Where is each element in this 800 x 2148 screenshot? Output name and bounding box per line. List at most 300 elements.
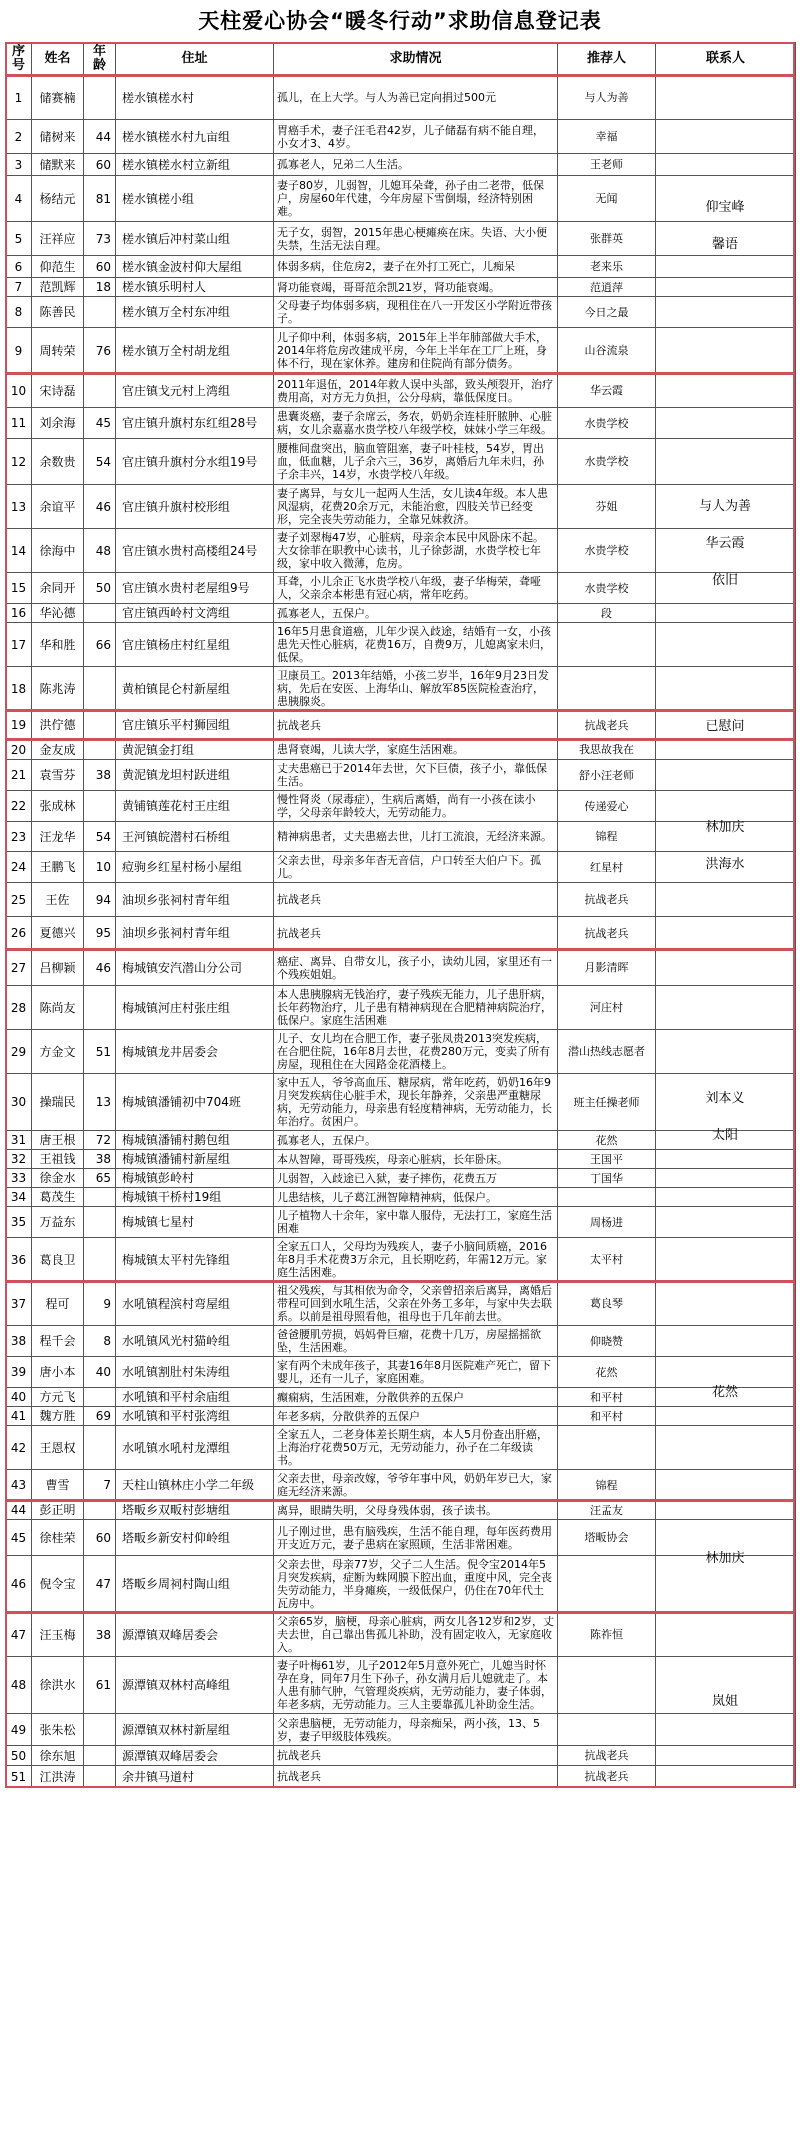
cell-no: 46: [6, 1556, 32, 1613]
cell-name: 徐桂荣: [32, 1520, 84, 1556]
cell-situation: 癌症、离异、自带女儿，孩子小，读幼儿园，家里还有一个残疾姐姐。: [274, 950, 558, 986]
cell-contact: [656, 120, 796, 154]
cell-no: 45: [6, 1520, 32, 1556]
cell-recommender: 无闻: [558, 176, 656, 222]
table-row: [6, 439, 796, 485]
registration-table: [5, 42, 796, 1788]
cell-address: 塔畈乡周祠村陶山组: [116, 1556, 274, 1613]
cell-name: 江洪涛: [32, 1766, 84, 1788]
cell-no: 29: [6, 1030, 32, 1074]
table-row: [6, 1150, 796, 1169]
cell-recommender: 水贵学校: [558, 529, 656, 573]
table-row: [6, 1388, 796, 1407]
cell-address: 槎水镇乐明村人: [116, 278, 274, 297]
cell-situation: 腰椎间盘突出，脑血管阻塞，妻子叶桂枝，54岁，胃出血，低血糖，儿子余六三，36岁，离婚后九年未归，孙子余丰兴，14岁，水贵学校八年级。: [274, 439, 558, 485]
cell-situation: 抗战老兵: [274, 917, 558, 950]
cell-situation: 儿弱智，入歧途已入狱，妻子摔伤，花费五万: [274, 1169, 558, 1188]
cell-recommender: [558, 1657, 656, 1714]
cell-recommender: 老来乐: [558, 256, 656, 278]
cell-situation: 祖父残疾，与其相依为命令，父亲曾招亲后离异，离婚后带程可回到水吼生活，父亲在外务工多年，与家中失去联系。以前是祖母照看他，祖母也于几年前去世。: [274, 1282, 558, 1326]
cell-age: 45: [84, 408, 116, 439]
cell-age: 73: [84, 222, 116, 256]
contact-name: 刘本义: [705, 1091, 745, 1106]
cell-no: 40: [6, 1388, 32, 1407]
table-row: [6, 1074, 796, 1131]
cell-contact: [656, 883, 796, 917]
cell-age: 66: [84, 623, 116, 667]
contact-name: 林加庆: [705, 820, 745, 835]
cell-situation: 无子女，弱智，2015年患心梗瘫痪在床。失语、大小便失禁，生活无法自理。: [274, 222, 558, 256]
cell-age: 76: [84, 328, 116, 374]
table-row: [6, 1326, 796, 1357]
cell-situation: 离异，眼睛失明，父母身残体弱，孩子读书。: [274, 1501, 558, 1520]
cell-situation: 抗战老兵: [274, 883, 558, 917]
cell-address: 槎水镇槎水村立新组: [116, 154, 274, 176]
table-row: [6, 1520, 796, 1556]
cell-age: 46: [84, 485, 116, 529]
header-no: 序号: [6, 43, 32, 76]
cell-age: 7: [84, 1470, 116, 1501]
table-row: [6, 76, 796, 120]
header-contact: 联系人: [656, 43, 796, 76]
registration-table-container: [5, 42, 795, 1788]
table-row: [6, 1556, 796, 1613]
cell-contact: [656, 1388, 796, 1407]
cell-age: [84, 76, 116, 120]
cell-age: 46: [84, 950, 116, 986]
contact-name: 已慰问: [705, 719, 745, 734]
cell-recommender: [558, 667, 656, 711]
cell-situation: 孤寡老人，五保户。: [274, 604, 558, 623]
cell-situation: 丈夫患癌已于2014年去世，欠下巨债，孩子小，靠低保生活。: [274, 760, 558, 791]
cell-address: 官庄镇升旗村分水组19号: [116, 439, 274, 485]
cell-age: 72: [84, 1131, 116, 1150]
cell-contact: [656, 1714, 796, 1746]
table-row: [6, 1207, 796, 1238]
cell-recommender: 今日之最: [558, 297, 656, 328]
cell-name: 曹雪: [32, 1470, 84, 1501]
cell-recommender: 水贵学校: [558, 573, 656, 604]
cell-age: [84, 604, 116, 623]
cell-recommender: [558, 623, 656, 667]
cell-age: 54: [84, 439, 116, 485]
cell-recommender: 班主任操老师: [558, 1074, 656, 1131]
table-row: [6, 1407, 796, 1426]
cell-address: 梅城镇潘铺初中704班: [116, 1074, 274, 1131]
cell-contact: [656, 278, 796, 297]
cell-recommender: [558, 1556, 656, 1613]
cell-age: 40: [84, 1357, 116, 1388]
table-row: [6, 1501, 796, 1520]
cell-situation: 本人患胰腺病无钱治疗，妻子残疾无能力，儿子患肝病，长年药物治疗，儿子患有精神病现在合肥精神病院治疗，低保户。家庭生活困难: [274, 986, 558, 1030]
cell-address: 源潭镇双峰居委会: [116, 1746, 274, 1766]
cell-situation: 儿子刚过世，患有脑残疾，生活不能自理，每年医药费用开支近万元，妻子患病在家照顾，生活非常困难。: [274, 1520, 558, 1556]
cell-situation: 精神病患者，丈夫患癌去世，儿打工流浪，无经济来源。: [274, 822, 558, 852]
cell-no: 3: [6, 154, 32, 176]
cell-address: 槎水镇金波村仰大屋组: [116, 256, 274, 278]
cell-situation: 儿子植物人十余年，家中靠人服侍，无法打工，家庭生活困难: [274, 1207, 558, 1238]
cell-recommender: 山谷流泉: [558, 328, 656, 374]
cell-address: 梅城镇潘铺村新屋组: [116, 1150, 274, 1169]
cell-recommender: 锦程: [558, 1470, 656, 1501]
cell-address: 梅城镇七星村: [116, 1207, 274, 1238]
cell-address: 水吼镇水吼村龙潭组: [116, 1426, 274, 1470]
cell-name: 葛茂生: [32, 1188, 84, 1207]
cell-contact: [656, 1407, 796, 1426]
header-recommender: 推荐人: [558, 43, 656, 76]
cell-contact: [656, 950, 796, 986]
cell-name: 徐海中: [32, 529, 84, 573]
cell-contact: [656, 529, 796, 573]
cell-contact: [656, 1282, 796, 1326]
table-row: [6, 986, 796, 1030]
cell-age: 81: [84, 176, 116, 222]
table-row: [6, 1169, 796, 1188]
cell-recommender: 与人为善: [558, 76, 656, 120]
table-row: [6, 529, 796, 573]
cell-situation: 患囊炎癌，妻子余席云，务农，奶奶余连桂肝脓肿、心脏病，女儿余嘉嘉水贵学校八年级学校，妹妹小学三年级。: [274, 408, 558, 439]
cell-situation: 妻子刘翠梅47岁，心脏病，母亲余本民中风卧床不起。大女徐菲在职教中心读书，儿子徐彭湖，水贵学校七年级，家中收入微薄，危房。: [274, 529, 558, 573]
cell-situation: 耳聋，小儿余正飞水贵学校八年级，妻子华梅荣，聋哑人，父亲余本彬患有冠心病，常年吃药。: [274, 573, 558, 604]
cell-contact: [656, 328, 796, 374]
cell-name: 华和胜: [32, 623, 84, 667]
cell-age: 38: [84, 760, 116, 791]
cell-no: 13: [6, 485, 32, 529]
cell-address: 官庄镇戈元村上湾组: [116, 374, 274, 408]
cell-no: 20: [6, 740, 32, 760]
cell-name: 杨结元: [32, 176, 84, 222]
cell-address: 官庄镇升旗村东红组28号: [116, 408, 274, 439]
cell-situation: 妻子80岁，儿弱智，儿媳耳朵聋，孙子由二老带，低保户，房屋60年代建，今年房屋下雪倒塌，经济特别困难。: [274, 176, 558, 222]
cell-contact: [656, 1150, 796, 1169]
cell-no: 41: [6, 1407, 32, 1426]
cell-contact: [656, 408, 796, 439]
cell-name: 唐王根: [32, 1131, 84, 1150]
cell-contact: [656, 1470, 796, 1501]
cell-name: 宋诗磊: [32, 374, 84, 408]
cell-age: 69: [84, 1407, 116, 1426]
cell-no: 17: [6, 623, 32, 667]
cell-address: 官庄镇西岭村文湾组: [116, 604, 274, 623]
cell-age: [84, 1426, 116, 1470]
cell-address: 槎水镇万全村东冲组: [116, 297, 274, 328]
cell-no: 16: [6, 604, 32, 623]
cell-age: [84, 1207, 116, 1238]
cell-recommender: 和平村: [558, 1407, 656, 1426]
cell-contact: [656, 760, 796, 791]
cell-situation: 全家五人，二老身体差长期生病，本人5月份查出肝癌，上海治疗花费50万元，无劳动能力，孙子在二年级读书。: [274, 1426, 558, 1470]
cell-name: 王佐: [32, 883, 84, 917]
cell-recommender: 月影清晖: [558, 950, 656, 986]
cell-name: 范凯辉: [32, 278, 84, 297]
cell-recommender: 红星村: [558, 852, 656, 883]
cell-no: 14: [6, 529, 32, 573]
cell-contact: [656, 1357, 796, 1388]
cell-age: [84, 1388, 116, 1407]
cell-recommender: 丁国华: [558, 1169, 656, 1188]
cell-no: 28: [6, 986, 32, 1030]
cell-situation: 癫痫病，生活困难，分散供养的五保户: [274, 1388, 558, 1407]
cell-recommender: 段: [558, 604, 656, 623]
cell-no: 30: [6, 1074, 32, 1131]
contact-name: 岚姐: [711, 1694, 738, 1709]
cell-name: 倪令宝: [32, 1556, 84, 1613]
cell-no: 21: [6, 760, 32, 791]
cell-name: 王鹏飞: [32, 852, 84, 883]
table-row: [6, 1613, 796, 1657]
cell-recommender: 水贵学校: [558, 408, 656, 439]
cell-situation: 胃癌手术，妻子汪毛君42岁，儿子储磊有病不能自理，小女才3、4岁。: [274, 120, 558, 154]
table-row: [6, 408, 796, 439]
cell-name: 葛良卫: [32, 1238, 84, 1282]
cell-age: 50: [84, 573, 116, 604]
table-row: [6, 822, 796, 852]
cell-recommender: 葛良琴: [558, 1282, 656, 1326]
cell-situation: 肾功能衰竭，哥哥范余凯21岁，肾功能衰竭。: [274, 278, 558, 297]
cell-age: [84, 986, 116, 1030]
cell-age: 95: [84, 917, 116, 950]
cell-address: 源潭镇双林村高峰组: [116, 1657, 274, 1714]
cell-age: 47: [84, 1556, 116, 1613]
cell-no: 26: [6, 917, 32, 950]
cell-contact: [656, 1766, 796, 1788]
table-row: [6, 1766, 796, 1788]
cell-recommender: 抗战老兵: [558, 1766, 656, 1788]
table-row: [6, 623, 796, 667]
cell-address: 水吼镇风光村猫岭组: [116, 1326, 274, 1357]
cell-contact: [656, 1556, 796, 1613]
cell-name: 徐洪水: [32, 1657, 84, 1714]
cell-name: 洪佇德: [32, 711, 84, 740]
cell-no: 38: [6, 1326, 32, 1357]
cell-recommender: 华云霞: [558, 374, 656, 408]
cell-name: 华沁德: [32, 604, 84, 623]
cell-name: 周转荣: [32, 328, 84, 374]
cell-contact: [656, 76, 796, 120]
cell-age: 60: [84, 154, 116, 176]
cell-no: 43: [6, 1470, 32, 1501]
cell-address: 官庄镇水贵村高楼组24号: [116, 529, 274, 573]
cell-age: 38: [84, 1150, 116, 1169]
cell-recommender: 我思故我在: [558, 740, 656, 760]
cell-no: 10: [6, 374, 32, 408]
cell-recommender: 芬姐: [558, 485, 656, 529]
cell-age: [84, 711, 116, 740]
cell-contact: [656, 604, 796, 623]
cell-name: 方元飞: [32, 1388, 84, 1407]
page-title: 天柱爱心协会“暖冬行动”求助信息登记表: [198, 9, 602, 33]
cell-address: 官庄镇乐平村狮园组: [116, 711, 274, 740]
cell-no: 47: [6, 1613, 32, 1657]
table-row: [6, 1357, 796, 1388]
table-row: [6, 573, 796, 604]
cell-no: 5: [6, 222, 32, 256]
cell-contact: [656, 917, 796, 950]
cell-name: 储赛楠: [32, 76, 84, 120]
cell-recommender: 和平村: [558, 1388, 656, 1407]
cell-recommender: 抗战老兵: [558, 1746, 656, 1766]
table-row: [6, 1470, 796, 1501]
cell-address: 黄泥镇金打组: [116, 740, 274, 760]
cell-address: 水吼镇和平村余庙组: [116, 1388, 274, 1407]
cell-recommender: 抗战老兵: [558, 711, 656, 740]
table-row: [6, 760, 796, 791]
cell-address: 梅城镇安汽潜山分公司: [116, 950, 274, 986]
table-row: [6, 917, 796, 950]
cell-no: 39: [6, 1357, 32, 1388]
cell-address: 槎水镇后冲村菜山组: [116, 222, 274, 256]
cell-contact: [656, 791, 796, 822]
cell-contact: [656, 1613, 796, 1657]
cell-age: 18: [84, 278, 116, 297]
cell-no: 15: [6, 573, 32, 604]
table-row: [6, 374, 796, 408]
cell-situation: 抗战老兵: [274, 1746, 558, 1766]
contact-name: 花然: [711, 1385, 738, 1400]
cell-contact: [656, 1238, 796, 1282]
cell-no: 22: [6, 791, 32, 822]
cell-name: 张成林: [32, 791, 84, 822]
cell-address: 天柱山镇林庄小学二年级: [116, 1470, 274, 1501]
cell-address: 槎水镇万全村胡龙组: [116, 328, 274, 374]
cell-address: 余井镇马道村: [116, 1766, 274, 1788]
cell-contact: [656, 822, 796, 852]
cell-contact: [656, 222, 796, 256]
table-row: [6, 1426, 796, 1470]
cell-address: 黄柏镇昆仑村新屋组: [116, 667, 274, 711]
table-row: [6, 1714, 796, 1746]
cell-no: 1: [6, 76, 32, 120]
cell-contact: [656, 623, 796, 667]
cell-age: 9: [84, 1282, 116, 1326]
cell-recommender: 舒小汪老师: [558, 760, 656, 791]
cell-age: 38: [84, 1613, 116, 1657]
cell-no: 4: [6, 176, 32, 222]
cell-recommender: 王老师: [558, 154, 656, 176]
cell-address: 水吼镇程滨村弯屋组: [116, 1282, 274, 1326]
cell-no: 8: [6, 297, 32, 328]
cell-age: 44: [84, 120, 116, 154]
cell-contact: [656, 740, 796, 760]
table-row: [6, 1030, 796, 1074]
cell-contact: [656, 1169, 796, 1188]
cell-no: 7: [6, 278, 32, 297]
cell-name: 陈善民: [32, 297, 84, 328]
cell-situation: 儿子仰中利，体弱多病，2015年上半年肺部做大手术，2014年将危房改建成平房，今年上半年在工厂上班，身体不行，现在家休养。建房和住院尚有部分债务。: [274, 328, 558, 374]
cell-situation: 卫康员工。2013年结婚，小孩二岁半，16年9月23日发病，先后在安医、上海华山、解放军85医院检查治疗，患胰腺炎。: [274, 667, 558, 711]
cell-address: 梅城镇彭岭村: [116, 1169, 274, 1188]
cell-name: 袁雪芬: [32, 760, 84, 791]
cell-age: [84, 374, 116, 408]
cell-age: 51: [84, 1030, 116, 1074]
cell-situation: 妻子离异，与女儿一起两人生活，女儿读4年级。本人患风湿病，花费20余万元，未能治愈，四肢关节已经变形，完全丧失劳动能力，全靠兄妹救济。: [274, 485, 558, 529]
cell-name: 陈兆涛: [32, 667, 84, 711]
cell-situation: 2011年退伍，2014年救人误中头部，致头颅裂开，治疗费用高，对方无力负担，公分母病，靠低保度日。: [274, 374, 558, 408]
table-row: [6, 222, 796, 256]
cell-situation: 抗战老兵: [274, 711, 558, 740]
cell-age: [84, 1714, 116, 1746]
cell-no: 49: [6, 1714, 32, 1746]
cell-no: 11: [6, 408, 32, 439]
cell-age: [84, 791, 116, 822]
cell-name: 徐东旭: [32, 1746, 84, 1766]
contact-name: 洪海水: [705, 857, 745, 872]
table-row: [6, 1131, 796, 1150]
cell-recommender: 仰晓赞: [558, 1326, 656, 1357]
cell-contact: [656, 986, 796, 1030]
cell-name: 仰范生: [32, 256, 84, 278]
cell-situation: 16年5月患食道癌，儿年少误入歧途，结婚有一女，小孩患先天性心脏病，花费16万，自费9万，儿媳离家未归，低保。: [274, 623, 558, 667]
table-row: [6, 120, 796, 154]
cell-no: 50: [6, 1746, 32, 1766]
cell-address: 梅城镇太平村先锋组: [116, 1238, 274, 1282]
cell-address: 槎水镇槎小组: [116, 176, 274, 222]
table-row: [6, 256, 796, 278]
cell-situation: 儿子、女儿均在合肥工作，妻子张凤贵2013突发疾病，在合肥住院，16年8月去世，花费280万元，变卖了所有房屋，现租住在大园路金花酒楼上。: [274, 1030, 558, 1074]
cell-situation: 孤儿，在上大学。与人为善已定向捐过500元: [274, 76, 558, 120]
cell-address: 源潭镇双峰居委会: [116, 1613, 274, 1657]
cell-age: 94: [84, 883, 116, 917]
cell-no: 51: [6, 1766, 32, 1788]
cell-name: 余同开: [32, 573, 84, 604]
cell-recommender: 范逍萍: [558, 278, 656, 297]
cell-address: 官庄镇升旗村校形组: [116, 485, 274, 529]
cell-situation: 父亲去世，母亲多年杳无音信，户口转至大伯户下。孤儿。: [274, 852, 558, 883]
cell-recommender: 水贵学校: [558, 439, 656, 485]
cell-recommender: 抗战老兵: [558, 883, 656, 917]
cell-age: 13: [84, 1074, 116, 1131]
cell-recommender: 周杨进: [558, 1207, 656, 1238]
cell-situation: 本从智障，哥哥残疾，母亲心脏病，长年卧床。: [274, 1150, 558, 1169]
cell-age: [84, 1501, 116, 1520]
table-row: [6, 485, 796, 529]
cell-no: 31: [6, 1131, 32, 1150]
cell-contact: [656, 1074, 796, 1131]
cell-address: 梅城镇干桥村19组: [116, 1188, 274, 1207]
cell-recommender: [558, 1426, 656, 1470]
cell-address: 梅城镇龙井居委会: [116, 1030, 274, 1074]
cell-situation: 患肾衰竭，儿读大学，家庭生活困难。: [274, 740, 558, 760]
cell-recommender: [558, 1714, 656, 1746]
table-row: [6, 950, 796, 986]
table-row: [6, 1746, 796, 1766]
cell-name: 唐小本: [32, 1357, 84, 1388]
table-row: [6, 667, 796, 711]
cell-no: 42: [6, 1426, 32, 1470]
cell-no: 19: [6, 711, 32, 740]
cell-situation: 父亲去世，母亲改嫁，爷爷年事中风，奶奶年岁已大，家庭无经济来源。: [274, 1470, 558, 1501]
cell-age: [84, 297, 116, 328]
cell-no: 23: [6, 822, 32, 852]
cell-no: 34: [6, 1188, 32, 1207]
cell-no: 35: [6, 1207, 32, 1238]
cell-no: 33: [6, 1169, 32, 1188]
cell-contact: [656, 1188, 796, 1207]
cell-name: 程可: [32, 1282, 84, 1326]
cell-recommender: 潜山热线志愿者: [558, 1030, 656, 1074]
cell-contact: [656, 711, 796, 740]
cell-age: 65: [84, 1169, 116, 1188]
cell-no: 48: [6, 1657, 32, 1714]
cell-situation: 年老多病，分散供养的五保户: [274, 1407, 558, 1426]
cell-name: 陈尚友: [32, 986, 84, 1030]
cell-age: 60: [84, 1520, 116, 1556]
contact-name: 仰宝峰: [705, 200, 745, 215]
cell-age: [84, 1766, 116, 1788]
cell-age: [84, 1188, 116, 1207]
table-row: [6, 297, 796, 328]
cell-situation: 父亲患脑梗，无劳动能力，母亲痴呆，两小孩，13、5岁，妻子甲级肢体残疾。: [274, 1714, 558, 1746]
